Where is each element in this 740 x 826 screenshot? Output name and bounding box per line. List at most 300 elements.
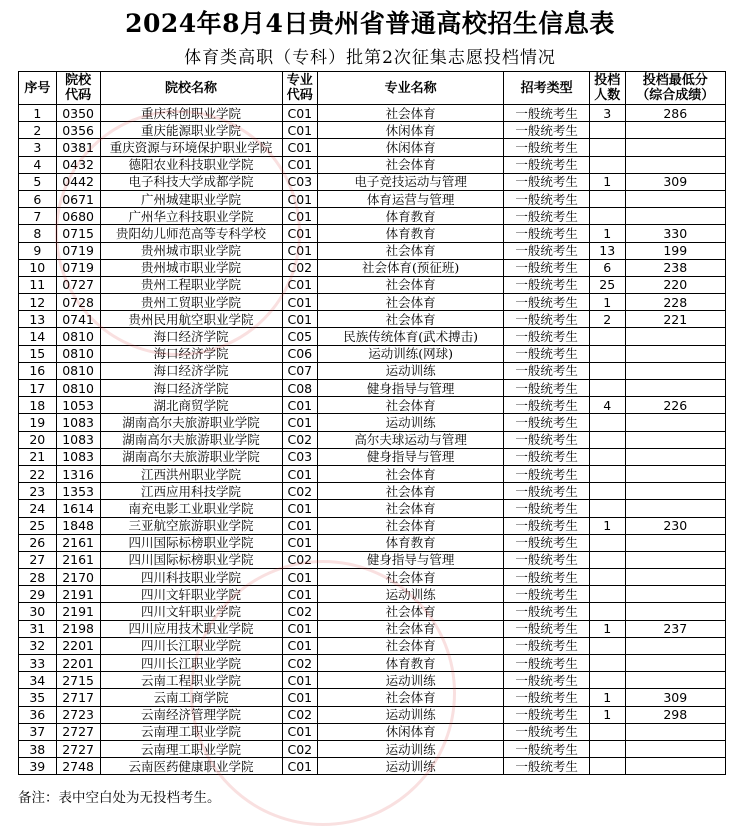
cell-min-score: [625, 534, 725, 551]
cell-no: 39: [19, 758, 57, 775]
header-min-line1: 投档最低分: [642, 73, 708, 88]
footnote: 备注：表中空白处为无投档考生。: [18, 790, 221, 806]
cell-count: [589, 345, 625, 362]
cell-no: 22: [19, 465, 57, 482]
table-row: [19, 397, 726, 414]
cell-major-name: 体育教育: [318, 534, 504, 551]
cell-no: 38: [19, 740, 57, 757]
cell-no: 31: [19, 620, 57, 637]
cell-school-code: 0671: [56, 190, 100, 207]
cell-count: [589, 672, 625, 689]
cell-min-score: 220: [625, 276, 725, 293]
table-row: [19, 362, 726, 379]
table-header-row: [19, 72, 726, 105]
cell-school-code: 0727: [56, 276, 100, 293]
cell-exam-type: 一般统考生: [504, 345, 590, 362]
cell-school-name: 贵州民用航空职业学院: [100, 311, 282, 328]
cell-count: [589, 655, 625, 672]
cell-school-name: 南充电影工业职业学院: [100, 500, 282, 517]
cell-major-name: 运动训练: [318, 362, 504, 379]
cell-school-name: 四川科技职业学院: [100, 569, 282, 586]
cell-count: 1: [589, 689, 625, 706]
cell-school-code: 0442: [56, 173, 100, 190]
table-row: [19, 311, 726, 328]
table-row: [19, 620, 726, 637]
cell-major-name: 民族传统体育(武术搏击): [318, 328, 504, 345]
cell-school-code: 2723: [56, 706, 100, 723]
cell-exam-type: 一般统考生: [504, 740, 590, 757]
cell-major-code: C02: [282, 259, 318, 276]
table-row: [19, 500, 726, 517]
cell-min-score: [625, 122, 725, 139]
cell-school-name: 广州华立科技职业学院: [100, 208, 282, 225]
cell-exam-type: 一般统考生: [504, 483, 590, 500]
cell-count: [589, 122, 625, 139]
cell-min-score: [625, 431, 725, 448]
cell-exam-type: 一般统考生: [504, 259, 590, 276]
cell-count: [589, 740, 625, 757]
table-row: [19, 122, 726, 139]
cell-major-code: C01: [282, 414, 318, 431]
cell-school-code: 1083: [56, 431, 100, 448]
cell-major-name: 运动训练: [318, 740, 504, 757]
cell-min-score: 230: [625, 517, 725, 534]
cell-school-name: 德阳农业科技职业学院: [100, 156, 282, 173]
cell-major-code: C01: [282, 105, 318, 122]
table-row: [19, 706, 726, 723]
cell-school-code: 2170: [56, 569, 100, 586]
cell-major-code: C01: [282, 190, 318, 207]
cell-no: 4: [19, 156, 57, 173]
cell-min-score: [625, 414, 725, 431]
cell-no: 1: [19, 105, 57, 122]
cell-min-score: [625, 483, 725, 500]
cell-min-score: [625, 156, 725, 173]
cell-min-score: [625, 328, 725, 345]
cell-major-code: C01: [282, 500, 318, 517]
cell-min-score: 298: [625, 706, 725, 723]
header-major-code-line2: 代码: [286, 88, 313, 103]
cell-major-code: C01: [282, 517, 318, 534]
cell-exam-type: 一般统考生: [504, 362, 590, 379]
cell-school-name: 贵州城市职业学院: [100, 242, 282, 259]
cell-count: [589, 414, 625, 431]
cell-major-name: 休闲体育: [318, 139, 504, 156]
cell-exam-type: 一般统考生: [504, 242, 590, 259]
cell-school-code: 0432: [56, 156, 100, 173]
table-row: [19, 208, 726, 225]
cell-exam-type: 一般统考生: [504, 672, 590, 689]
cell-no: 28: [19, 569, 57, 586]
cell-count: [589, 465, 625, 482]
cell-major-code: C01: [282, 208, 318, 225]
cell-school-name: 四川国际标榜职业学院: [100, 551, 282, 568]
cell-major-name: 健身指导与管理: [318, 551, 504, 568]
cell-min-score: [625, 190, 725, 207]
cell-major-code: C01: [282, 586, 318, 603]
cell-major-name: 运动训练(网球): [318, 345, 504, 362]
cell-exam-type: 一般统考生: [504, 156, 590, 173]
cell-min-score: [625, 362, 725, 379]
cell-major-code: C03: [282, 173, 318, 190]
cell-count: [589, 208, 625, 225]
cell-count: [589, 448, 625, 465]
table-row: [19, 345, 726, 362]
cell-min-score: [625, 723, 725, 740]
cell-count: [589, 723, 625, 740]
cell-min-score: [625, 603, 725, 620]
cell-min-score: [625, 448, 725, 465]
table-row: [19, 139, 726, 156]
cell-exam-type: 一般统考生: [504, 448, 590, 465]
cell-count: 1: [589, 294, 625, 311]
cell-exam-type: 一般统考生: [504, 431, 590, 448]
table-row: [19, 672, 726, 689]
cell-no: 27: [19, 551, 57, 568]
cell-min-score: 199: [625, 242, 725, 259]
cell-min-score: [625, 551, 725, 568]
cell-no: 14: [19, 328, 57, 345]
cell-major-name: 休闲体育: [318, 122, 504, 139]
cell-major-code: C01: [282, 294, 318, 311]
cell-major-name: 社会体育(预征班): [318, 259, 504, 276]
cell-school-name: 云南工程职业学院: [100, 672, 282, 689]
cell-school-code: 2201: [56, 655, 100, 672]
cell-school-name: 江西洪州职业学院: [100, 465, 282, 482]
table-row: [19, 569, 726, 586]
table-row: [19, 534, 726, 551]
cell-no: 7: [19, 208, 57, 225]
cell-no: 17: [19, 380, 57, 397]
cell-no: 10: [19, 259, 57, 276]
cell-major-name: 体育运营与管理: [318, 190, 504, 207]
header-major-name: 专业名称: [318, 72, 504, 105]
cell-major-name: 体育教育: [318, 225, 504, 242]
cell-major-code: C03: [282, 448, 318, 465]
cell-exam-type: 一般统考生: [504, 328, 590, 345]
cell-school-name: 四川文轩职业学院: [100, 603, 282, 620]
header-count: [589, 72, 625, 105]
cell-no: 18: [19, 397, 57, 414]
cell-exam-type: 一般统考生: [504, 173, 590, 190]
table-row: [19, 448, 726, 465]
cell-school-name: 贵阳幼儿师范高等专科学校: [100, 225, 282, 242]
cell-school-code: 0356: [56, 122, 100, 139]
cell-major-code: C02: [282, 706, 318, 723]
cell-school-name: 云南理工职业学院: [100, 723, 282, 740]
cell-no: 26: [19, 534, 57, 551]
cell-school-name: 云南经济管理学院: [100, 706, 282, 723]
admission-table: [18, 71, 726, 775]
cell-no: 8: [19, 225, 57, 242]
cell-exam-type: 一般统考生: [504, 122, 590, 139]
table-row: [19, 517, 726, 534]
table-row: [19, 586, 726, 603]
cell-exam-type: 一般统考生: [504, 620, 590, 637]
cell-count: 1: [589, 706, 625, 723]
header-school-code-line1: 院校: [65, 73, 92, 88]
table-row: [19, 276, 726, 293]
cell-major-name: 运动训练: [318, 672, 504, 689]
cell-exam-type: 一般统考生: [504, 225, 590, 242]
cell-major-code: C01: [282, 723, 318, 740]
cell-major-code: C02: [282, 483, 318, 500]
cell-school-code: 2191: [56, 586, 100, 603]
table-row: [19, 740, 726, 757]
cell-major-code: C01: [282, 672, 318, 689]
table-row: [19, 156, 726, 173]
cell-major-name: 运动训练: [318, 758, 504, 775]
cell-exam-type: 一般统考生: [504, 380, 590, 397]
cell-min-score: [625, 569, 725, 586]
cell-school-name: 湖北商贸学院: [100, 397, 282, 414]
cell-exam-type: 一般统考生: [504, 294, 590, 311]
cell-exam-type: 一般统考生: [504, 603, 590, 620]
cell-major-code: C02: [282, 603, 318, 620]
cell-major-name: 运动训练: [318, 414, 504, 431]
header-school-code: [56, 72, 100, 105]
cell-school-code: 0715: [56, 225, 100, 242]
cell-major-name: 体育教育: [318, 208, 504, 225]
cell-exam-type: 一般统考生: [504, 276, 590, 293]
cell-count: [589, 431, 625, 448]
cell-school-name: 贵州工贸职业学院: [100, 294, 282, 311]
cell-major-name: 社会体育: [318, 156, 504, 173]
cell-count: [589, 637, 625, 654]
cell-major-code: C02: [282, 740, 318, 757]
cell-min-score: [625, 672, 725, 689]
cell-major-name: 社会体育: [318, 517, 504, 534]
cell-no: 13: [19, 311, 57, 328]
header-exam-type: 招考类型: [504, 72, 590, 105]
table-row: [19, 380, 726, 397]
table-row: [19, 190, 726, 207]
cell-school-name: 四川应用技术职业学院: [100, 620, 282, 637]
cell-exam-type: 一般统考生: [504, 569, 590, 586]
cell-school-name: 广州城建职业学院: [100, 190, 282, 207]
cell-exam-type: 一般统考生: [504, 208, 590, 225]
cell-count: 13: [589, 242, 625, 259]
cell-major-name: 体育教育: [318, 655, 504, 672]
header-count-line1: 投档: [594, 73, 621, 88]
header-min-line2: （综合成绩）: [636, 88, 715, 103]
cell-count: [589, 362, 625, 379]
cell-major-name: 高尔夫球运动与管理: [318, 431, 504, 448]
cell-school-name: 四川国际标榜职业学院: [100, 534, 282, 551]
page-subtitle: 体育类高职（专科）批第2次征集志愿投档情况: [184, 48, 556, 68]
cell-school-code: 0680: [56, 208, 100, 225]
cell-school-code: 0728: [56, 294, 100, 311]
cell-major-code: C01: [282, 534, 318, 551]
cell-school-name: 四川长江职业学院: [100, 655, 282, 672]
cell-major-name: 社会体育: [318, 637, 504, 654]
cell-count: [589, 758, 625, 775]
cell-school-code: 0810: [56, 362, 100, 379]
header-school-name: 院校名称: [100, 72, 282, 105]
cell-school-name: 云南理工职业学院: [100, 740, 282, 757]
cell-exam-type: 一般统考生: [504, 551, 590, 568]
cell-school-code: 2748: [56, 758, 100, 775]
cell-school-code: 1083: [56, 448, 100, 465]
cell-school-code: 1053: [56, 397, 100, 414]
cell-school-code: 2161: [56, 534, 100, 551]
header-min-score: [625, 72, 725, 105]
table-row: [19, 414, 726, 431]
cell-no: 2: [19, 122, 57, 139]
cell-major-code: C01: [282, 569, 318, 586]
table-row: [19, 105, 726, 122]
cell-exam-type: 一般统考生: [504, 139, 590, 156]
cell-exam-type: 一般统考生: [504, 517, 590, 534]
cell-exam-type: 一般统考生: [504, 689, 590, 706]
cell-no: 16: [19, 362, 57, 379]
cell-school-name: 电子科技大学成都学院: [100, 173, 282, 190]
cell-school-name: 贵州城市职业学院: [100, 259, 282, 276]
cell-school-name: 湖南高尔夫旅游职业学院: [100, 431, 282, 448]
header-school-code-line2: 代码: [65, 88, 92, 103]
cell-no: 34: [19, 672, 57, 689]
cell-major-code: C01: [282, 122, 318, 139]
cell-exam-type: 一般统考生: [504, 414, 590, 431]
cell-school-code: 1353: [56, 483, 100, 500]
cell-major-name: 健身指导与管理: [318, 380, 504, 397]
cell-min-score: [625, 465, 725, 482]
cell-school-code: 2191: [56, 603, 100, 620]
header-major-code: [282, 72, 318, 105]
cell-count: [589, 328, 625, 345]
cell-min-score: 238: [625, 259, 725, 276]
cell-school-code: 2715: [56, 672, 100, 689]
cell-major-code: C08: [282, 380, 318, 397]
cell-major-code: C01: [282, 242, 318, 259]
cell-exam-type: 一般统考生: [504, 190, 590, 207]
cell-min-score: 237: [625, 620, 725, 637]
cell-major-name: 社会体育: [318, 105, 504, 122]
table-row: [19, 225, 726, 242]
cell-major-name: 社会体育: [318, 569, 504, 586]
cell-count: [589, 156, 625, 173]
cell-major-name: 运动训练: [318, 586, 504, 603]
cell-exam-type: 一般统考生: [504, 637, 590, 654]
cell-school-code: 0810: [56, 328, 100, 345]
cell-school-name: 贵州工程职业学院: [100, 276, 282, 293]
cell-min-score: [625, 758, 725, 775]
cell-major-name: 社会体育: [318, 483, 504, 500]
cell-school-code: 0719: [56, 259, 100, 276]
cell-school-code: 2161: [56, 551, 100, 568]
cell-no: 25: [19, 517, 57, 534]
header-major-code-line1: 专业: [286, 73, 313, 88]
cell-no: 20: [19, 431, 57, 448]
cell-no: 30: [19, 603, 57, 620]
cell-min-score: 309: [625, 173, 725, 190]
cell-school-name: 四川文轩职业学院: [100, 586, 282, 603]
cell-count: [589, 603, 625, 620]
cell-major-name: 社会体育: [318, 500, 504, 517]
cell-major-name: 社会体育: [318, 689, 504, 706]
cell-school-name: 四川长江职业学院: [100, 637, 282, 654]
cell-major-code: C01: [282, 758, 318, 775]
table-row: [19, 758, 726, 775]
page-title: 2024年8月4日贵州省普通高校招生信息表: [125, 9, 615, 38]
cell-no: 19: [19, 414, 57, 431]
cell-major-code: C01: [282, 397, 318, 414]
cell-major-code: C01: [282, 689, 318, 706]
cell-school-code: 2201: [56, 637, 100, 654]
cell-school-name: 湖南高尔夫旅游职业学院: [100, 414, 282, 431]
cell-min-score: 286: [625, 105, 725, 122]
cell-count: 2: [589, 311, 625, 328]
cell-min-score: 228: [625, 294, 725, 311]
cell-major-name: 健身指导与管理: [318, 448, 504, 465]
cell-min-score: [625, 380, 725, 397]
cell-exam-type: 一般统考生: [504, 723, 590, 740]
cell-min-score: [625, 208, 725, 225]
cell-major-name: 运动训练: [318, 706, 504, 723]
cell-min-score: [625, 345, 725, 362]
cell-min-score: 226: [625, 397, 725, 414]
cell-exam-type: 一般统考生: [504, 586, 590, 603]
table-row: [19, 294, 726, 311]
cell-school-name: 海口经济学院: [100, 380, 282, 397]
table-row: [19, 551, 726, 568]
cell-school-code: 2727: [56, 740, 100, 757]
cell-no: 36: [19, 706, 57, 723]
cell-school-name: 海口经济学院: [100, 328, 282, 345]
cell-school-name: 三亚航空旅游职业学院: [100, 517, 282, 534]
cell-exam-type: 一般统考生: [504, 500, 590, 517]
cell-count: 6: [589, 259, 625, 276]
cell-exam-type: 一般统考生: [504, 465, 590, 482]
cell-min-score: 309: [625, 689, 725, 706]
cell-school-code: 2198: [56, 620, 100, 637]
cell-major-code: C01: [282, 139, 318, 156]
cell-school-code: 2727: [56, 723, 100, 740]
table-body: [19, 105, 726, 775]
cell-major-code: C01: [282, 276, 318, 293]
cell-count: [589, 500, 625, 517]
cell-no: 29: [19, 586, 57, 603]
header-count-line2: 人数: [594, 88, 621, 103]
cell-school-code: 1316: [56, 465, 100, 482]
table-row: [19, 637, 726, 654]
cell-min-score: [625, 740, 725, 757]
cell-school-name: 湖南高尔夫旅游职业学院: [100, 448, 282, 465]
cell-major-code: C01: [282, 225, 318, 242]
cell-school-code: 0719: [56, 242, 100, 259]
cell-count: [589, 586, 625, 603]
cell-major-code: C01: [282, 156, 318, 173]
cell-school-code: 1848: [56, 517, 100, 534]
header-no: 序号: [19, 72, 57, 105]
table-row: [19, 259, 726, 276]
cell-exam-type: 一般统考生: [504, 534, 590, 551]
cell-major-code: C01: [282, 311, 318, 328]
cell-school-name: 重庆资源与环境保护职业学院: [100, 139, 282, 156]
cell-count: 1: [589, 225, 625, 242]
cell-count: [589, 551, 625, 568]
cell-school-code: 1614: [56, 500, 100, 517]
cell-count: 4: [589, 397, 625, 414]
cell-major-name: 社会体育: [318, 620, 504, 637]
cell-no: 37: [19, 723, 57, 740]
cell-major-code: C05: [282, 328, 318, 345]
cell-min-score: [625, 637, 725, 654]
cell-major-name: 社会体育: [318, 465, 504, 482]
cell-count: 25: [589, 276, 625, 293]
cell-exam-type: 一般统考生: [504, 758, 590, 775]
cell-count: 1: [589, 620, 625, 637]
